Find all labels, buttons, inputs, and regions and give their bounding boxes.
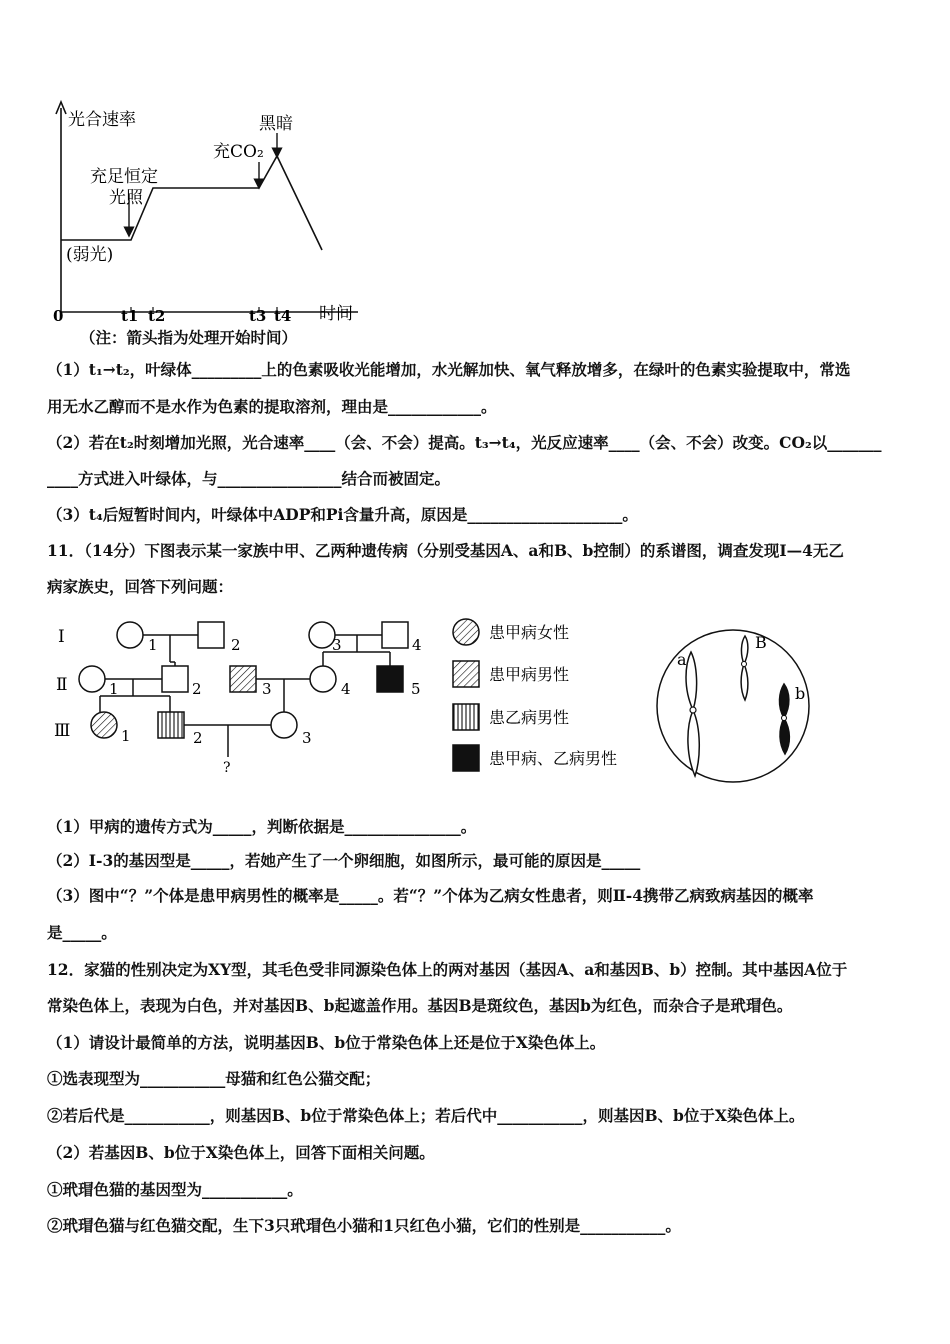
co2-label: 充CO₂ [213, 142, 264, 162]
person-ii-5 [377, 666, 403, 692]
generation-iii-label: Ⅲ [54, 721, 71, 741]
num-iii-2: 2 [193, 729, 203, 747]
q11-stem-line1: 11．（14分）下图表示某一家族中甲、乙两种遗传病（分别受基因A、a和B、b控制）的系谱图，调查发现Ⅰ—4无乙 [47, 541, 844, 560]
weak-light-label: (弱光) [66, 245, 114, 265]
graph-note: （注：箭头指为处理开始时间） [80, 328, 298, 347]
person-i-2 [198, 622, 224, 648]
legend-label-affected-male-b: 患乙病男性 [489, 708, 570, 727]
person-ii-4 [310, 666, 336, 692]
legend-icon-affected-male-a [453, 661, 479, 687]
legend-label-affected-male-a: 患甲病男性 [489, 665, 570, 684]
q10-part3-line1: （3）t₄后短暂时间内，叶绿体中ADP和Pi含量升高，原因是____________________。 [47, 505, 638, 524]
generation-ii-label: Ⅱ [56, 675, 68, 695]
label-b-lower: b [795, 684, 806, 703]
person-iii-3 [271, 712, 297, 738]
egg-cell-diagram [655, 628, 815, 788]
tick-t4: t4 [274, 307, 292, 325]
tick-t1: t1 [121, 307, 139, 325]
q11-stem-line2: 病家族史，回答下列问题： [47, 577, 234, 596]
num-i-3: 3 [332, 636, 342, 654]
tick-t2: t2 [148, 307, 166, 325]
q10-part2-line1: （2）若在t₂时刻增加光照，光合速率____（会、不会）提高。t₃→t₄，光反应速率____（会、不会）改变。CO₂以_______ [47, 433, 882, 452]
person-ii-3 [230, 666, 256, 692]
person-iii-1 [91, 712, 117, 738]
num-iii-1: 1 [121, 727, 131, 745]
num-ii-5: 5 [411, 680, 421, 698]
q12-part2-a: ①玳瑁色猫的基因型为___________。 [47, 1180, 303, 1199]
label-b-upper: B [755, 633, 767, 652]
num-ii-2: 2 [192, 680, 202, 698]
q12-part1-b: ②若后代是___________，则基因B、b位于常染色体上；若后代中___________，则基因B、b位于X染色体上。 [47, 1106, 805, 1125]
num-ii-3: 3 [262, 680, 272, 698]
x-axis-label: 时间 [319, 304, 353, 324]
person-iii-2 [158, 712, 184, 738]
generation-i-label: Ⅰ [58, 627, 65, 647]
num-ii-1: 1 [109, 680, 119, 698]
q12-stem-line2: 常染色体上，表现为白色，并对基因B、b起遮盖作用。基因B是斑纹色，基因b为红色，而杂合子是玳瑁色。 [47, 996, 793, 1015]
unknown-child-label: ? [223, 760, 231, 776]
num-iii-3: 3 [302, 729, 312, 747]
q12-part2-b: ②玳瑁色猫与红色猫交配，生下3只玳瑁色小猫和1只红色小猫，它们的性别是___________。 [47, 1216, 681, 1235]
person-ii-1 [79, 666, 105, 692]
q12-part2: （2）若基因B、b位于X染色体上，回答下面相关问题。 [47, 1143, 435, 1162]
q12-stem-line1: 12．家猫的性别决定为XY型，其毛色受非同源染色体上的两对基因（基因A、a和基因B、b）控制。其中基因A位于 [47, 960, 848, 979]
q11-part3-line2: 是_____。 [47, 923, 117, 942]
q10-part1-line2: 用无水乙醇而不是水作为色素的提取溶剂，理由是____________。 [47, 397, 497, 416]
q11-part1: （1）甲病的遗传方式为_____，判断依据是_______________。 [47, 817, 477, 836]
photosynthesis-rate-graph [40, 98, 380, 328]
dark-label: 黑暗 [259, 114, 293, 134]
q12-part1-a: ①选表现型为___________母猫和红色公猫交配； [47, 1069, 381, 1088]
legend-label-affected-male-ab: 患甲病、乙病男性 [489, 749, 618, 768]
light-label-line2: 光照 [109, 188, 143, 208]
tick-t3: t3 [249, 307, 267, 325]
q10-part2-line2: ____方式进入叶绿体，与________________结合而被固定。 [47, 469, 451, 488]
person-i-4 [382, 622, 408, 648]
q11-part2: （2）Ⅰ-3的基因型是_____，若她产生了一个卵细胞，如图所示，最可能的原因是_____ [47, 851, 641, 870]
y-axis-label: 光合速率 [68, 110, 136, 130]
label-a: a [677, 650, 687, 669]
legend-icon-affected-male-b [453, 704, 479, 730]
num-i-2: 2 [231, 636, 241, 654]
legend-icon-affected-female-a [453, 619, 479, 645]
num-i-1: 1 [148, 636, 158, 654]
legend-icon-affected-male-ab [453, 745, 479, 771]
q11-part3-line1: （3）图中“？”个体是患甲病男性的概率是_____。若“？”个体为乙病女性患者，则Ⅱ-4携带乙病致病基因的概率 [47, 886, 814, 905]
num-ii-4: 4 [341, 680, 351, 698]
q10-part1-line1: （1）t₁→t₂，叶绿体_________上的色素吸收光能增加，水光解加快、氧气释放增多，在绿叶的色素实验提取中，常选 [47, 360, 851, 379]
legend-label-affected-female-a: 患甲病女性 [489, 623, 570, 642]
q12-part1: （1）请设计最简单的方法，说明基因B、b位于常染色体上还是位于X染色体上。 [47, 1033, 606, 1052]
origin-label: 0 [53, 307, 64, 325]
pedigree-chart [45, 610, 645, 785]
num-i-4: 4 [412, 636, 422, 654]
light-label-line1: 充足恒定 [90, 167, 158, 187]
person-ii-2 [162, 666, 188, 692]
person-i-1 [117, 622, 143, 648]
